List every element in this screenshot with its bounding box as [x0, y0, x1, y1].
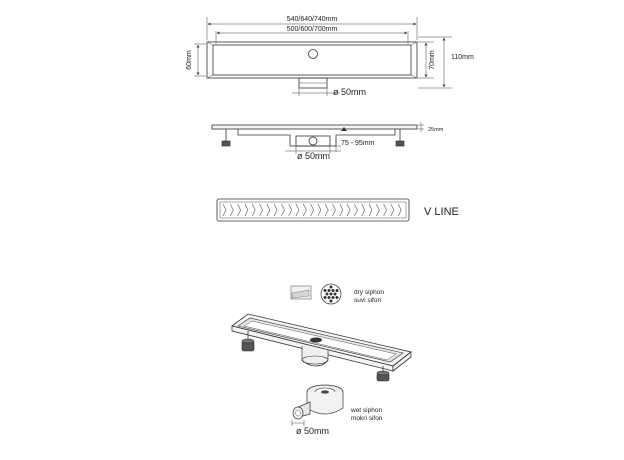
cap-hole — [326, 293, 329, 296]
outlet-diameter-wet-label: ø 50mm — [296, 426, 330, 436]
grate-slot — [369, 204, 372, 216]
side-view — [212, 122, 444, 161]
overall-length-label: 540/640/740mm — [286, 16, 338, 23]
grate-slot — [281, 204, 284, 216]
grate-slots — [223, 204, 401, 216]
grate-slot — [238, 204, 241, 216]
side-outlet — [296, 136, 330, 146]
grate-slot — [252, 204, 255, 216]
cap-hole — [324, 296, 327, 299]
adjust-range-label: 75 - 95mm — [341, 140, 375, 147]
cap-hole — [332, 296, 335, 299]
grate-slot — [333, 204, 336, 216]
top-view — [186, 16, 474, 97]
cap-hole — [330, 293, 333, 296]
dry-siphon-label-hr: suvi sifon — [354, 297, 382, 304]
wet-siphon-label-en: wet siphon — [351, 407, 383, 414]
side-top-plate — [212, 125, 417, 129]
grate-slot — [303, 204, 306, 216]
grate-frame — [217, 199, 409, 221]
height-left-label: 60mm — [186, 50, 193, 70]
grate-slot — [260, 204, 263, 216]
grate-slot — [311, 204, 314, 216]
cap-hole — [328, 289, 331, 292]
grate-slot — [223, 204, 226, 216]
grate-slot — [230, 204, 233, 216]
grate-slot — [384, 204, 387, 216]
inner-length-label: 500/600/700mm — [286, 26, 338, 33]
grate-slot — [340, 204, 343, 216]
dry-siphon-icon — [291, 286, 311, 299]
grate-slot — [354, 204, 357, 216]
adjustable-foot-right — [396, 141, 404, 146]
grate-slot — [362, 204, 365, 216]
outlet-diameter-top-label: ø 50mm — [333, 87, 367, 97]
channel-outer-frame — [207, 42, 417, 78]
cap-hole — [332, 289, 335, 292]
cap-hole — [336, 296, 339, 299]
grate-slot — [318, 204, 321, 216]
wet-siphon-label-hr: mokri sifon — [351, 415, 383, 422]
grate-slot — [347, 204, 350, 216]
grate-model-label: V LINE — [424, 206, 459, 218]
wet-siphon-drawing — [293, 385, 343, 419]
adjustable-foot-left — [222, 141, 230, 146]
cap-hole — [330, 300, 333, 303]
thickness-label: 25mm — [428, 127, 444, 133]
grate-slot — [391, 204, 394, 216]
cap-hole — [334, 293, 337, 296]
cap-hole — [336, 289, 339, 292]
drain-hole — [309, 50, 318, 59]
grate-slot — [398, 204, 401, 216]
grate-slot — [267, 204, 270, 216]
siphon-cap-icon — [321, 284, 341, 304]
height-outer-right-label: 110mm — [451, 54, 474, 61]
cap-hole — [324, 289, 327, 292]
height-inner-right-label: 70mm — [429, 50, 436, 70]
cap-hole — [330, 286, 333, 289]
grate-slot — [325, 204, 328, 216]
grate-slot — [245, 204, 248, 216]
channel-isometric — [232, 314, 411, 381]
dry-siphon-label-en: dry siphon — [354, 289, 384, 296]
outlet-diameter-side-label: ø 50mm — [297, 151, 331, 161]
grate-slot — [289, 204, 292, 216]
grate-view — [217, 199, 459, 221]
iso-drain-hole — [310, 338, 322, 343]
grate-slot — [296, 204, 299, 216]
isometric-view — [232, 284, 411, 436]
grate-slot — [274, 204, 277, 216]
grate-slot — [376, 204, 379, 216]
cap-hole — [328, 296, 331, 299]
